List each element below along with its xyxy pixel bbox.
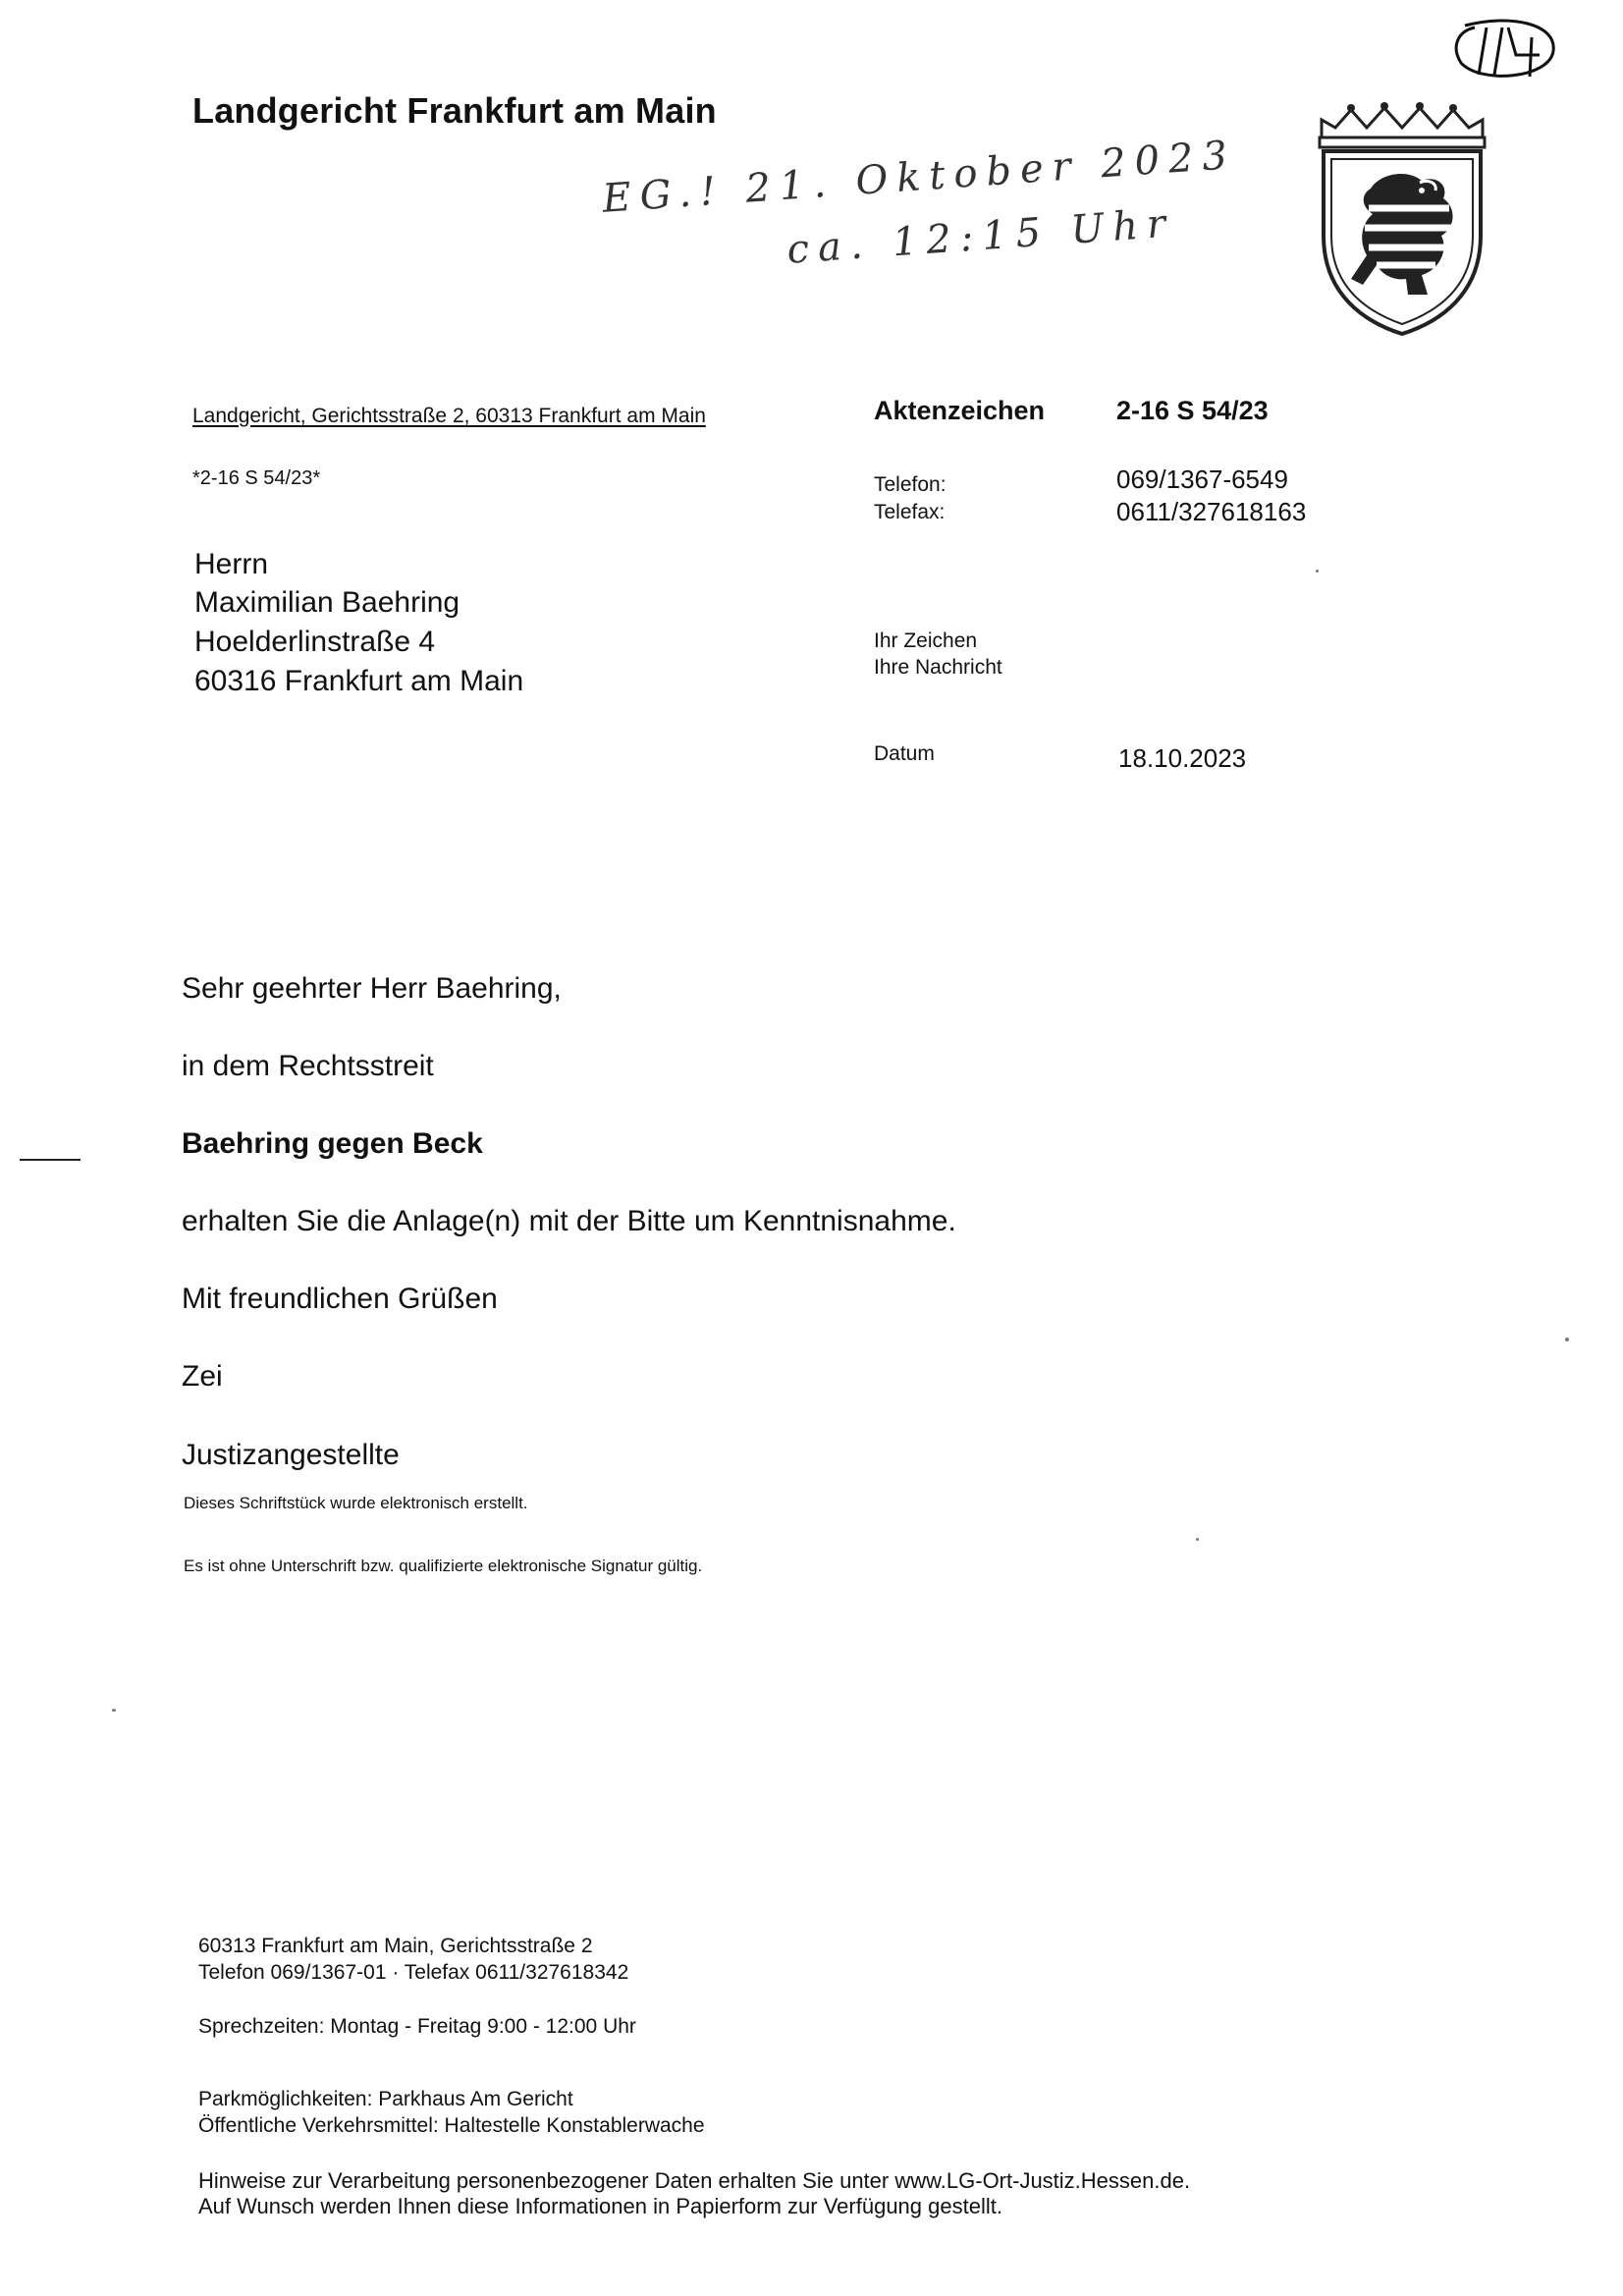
footer-privacy-line2: Auf Wunsch werden Ihnen diese Informationen in Papierform zur Verfügung gestellt. xyxy=(198,2194,1002,2218)
scan-speck xyxy=(112,1709,116,1712)
scan-speck xyxy=(1316,570,1319,573)
letter-message: erhalten Sie die Anlage(n) mit der Bitte um Kenntnisnahme. xyxy=(182,1205,956,1237)
recipient-city: 60316 Frankfurt am Main xyxy=(194,665,524,697)
sender-return-address: Landgericht, Gerichtsstraße 2, 60313 Frankfurt am Main xyxy=(192,405,706,427)
aktenzeichen-value: 2-16 S 54/23 xyxy=(1116,396,1269,425)
court-name: Landgericht Frankfurt am Main xyxy=(192,90,717,131)
telefax-value: 0611/327618163 xyxy=(1116,497,1307,526)
signer-name: Zei xyxy=(182,1360,223,1393)
folio-mark-icon xyxy=(1451,18,1561,84)
footer-phone-fax: Telefon 069/1367-01 · Telefax 0611/327618342 xyxy=(198,1961,629,1984)
ihre-nachricht-label: Ihre Nachricht xyxy=(874,656,1002,679)
aktenzeichen-label: Aktenzeichen xyxy=(874,396,1046,425)
recipient-name: Maximilian Baehring xyxy=(194,586,460,619)
case-parties: Baehring gegen Beck xyxy=(182,1127,483,1160)
fold-mark xyxy=(20,1159,81,1161)
scan-speck xyxy=(1196,1538,1199,1541)
letter-greeting: Sehr geehrter Herr Baehring, xyxy=(182,972,562,1005)
footer-address: 60313 Frankfurt am Main, Gerichtsstraße 2 xyxy=(198,1935,593,1957)
telefax-label: Telefax: xyxy=(874,501,946,523)
datum-value: 18.10.2023 xyxy=(1118,743,1247,773)
signature-note: Es ist ohne Unterschrift bzw. qualifizierte elektronische Signatur gültig. xyxy=(184,1557,703,1575)
telefon-value: 069/1367-6549 xyxy=(1116,465,1288,494)
handwritten-note-line2: ca. 12:15 Uhr xyxy=(785,200,1176,273)
ihr-zeichen-label: Ihr Zeichen xyxy=(874,629,978,652)
footer-privacy-line1: Hinweise zur Verarbeitung personenbezogener Daten erhalten Sie unter www.LG-Ort-Justiz.Hessen.de. xyxy=(198,2168,1191,2193)
telefon-label: Telefon: xyxy=(874,473,947,496)
recipient-salutation: Herrn xyxy=(194,548,269,580)
electronic-note: Dieses Schriftstück wurde elektronisch erstellt. xyxy=(184,1494,528,1512)
reference-code: *2-16 S 54/23* xyxy=(192,467,321,489)
recipient-street: Hoelderlinstraße 4 xyxy=(194,626,436,658)
footer-transit: Öffentliche Verkehrsmittel: Haltestelle Konstablerwache xyxy=(198,2114,705,2137)
signer-title: Justizangestellte xyxy=(182,1439,400,1471)
handwritten-note-line1: EG.! 21. Oktober 2023 xyxy=(601,132,1238,222)
footer-parking: Parkmöglichkeiten: Parkhaus Am Gericht xyxy=(198,2088,573,2110)
hesse-coat-of-arms-icon xyxy=(1312,98,1492,336)
datum-label: Datum xyxy=(874,742,935,765)
scan-speck xyxy=(1565,1338,1569,1341)
letter-intro: in dem Rechtsstreit xyxy=(182,1050,434,1082)
letter-closing: Mit freundlichen Grüßen xyxy=(182,1283,498,1315)
footer-office-hours: Sprechzeiten: Montag - Freitag 9:00 - 12:00 Uhr xyxy=(198,2015,636,2038)
